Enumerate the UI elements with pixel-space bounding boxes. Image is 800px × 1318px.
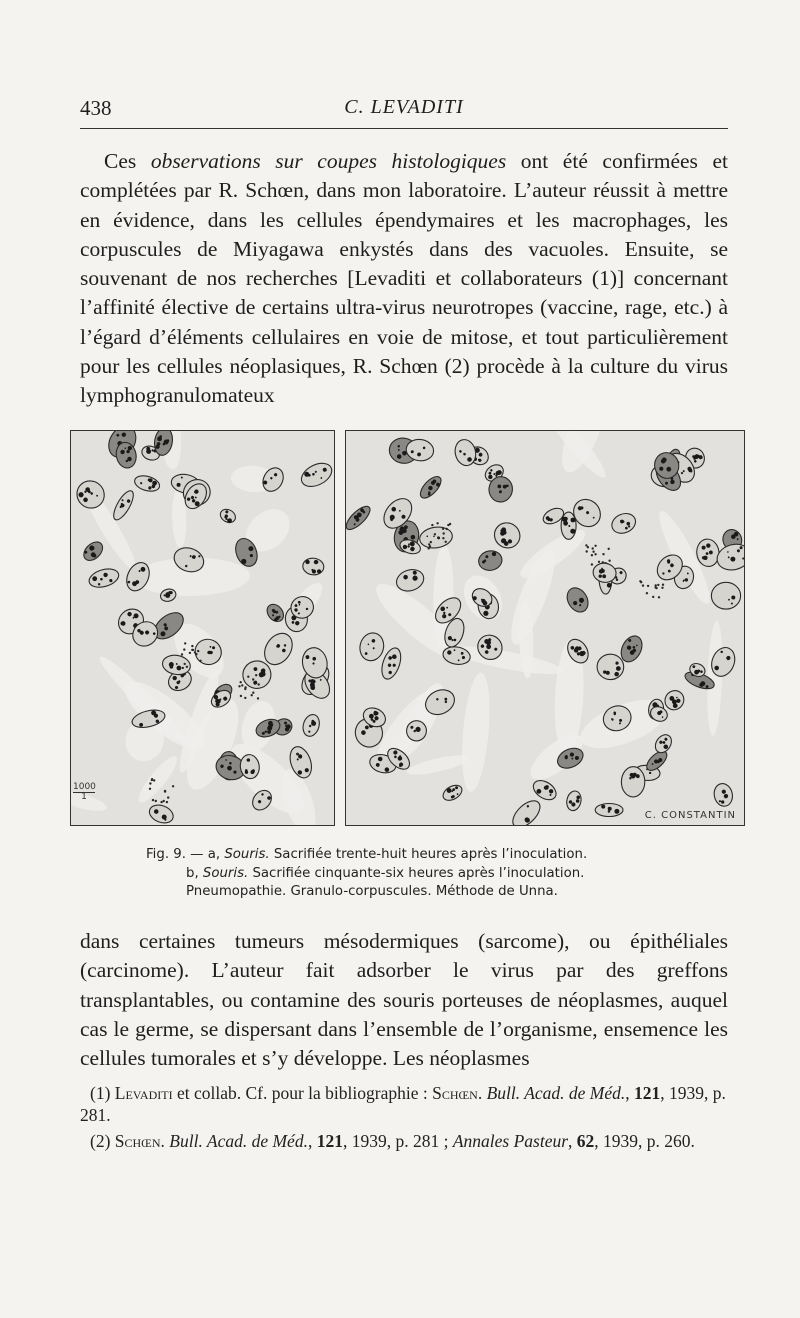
footnote-2-sep-2: , [307, 1131, 317, 1151]
footnote-2-rest: , 1939, p. 260. [594, 1131, 695, 1151]
footnote-1-sep-2: , [625, 1083, 635, 1103]
footnote-1-volume: 121 [634, 1083, 661, 1103]
granulo-corpuscle-cluster [585, 544, 611, 566]
figure-panel-a [70, 430, 335, 826]
footnote-2-text: , 1939, p. 281 ; [342, 1131, 453, 1151]
cell-nucleus [133, 473, 162, 494]
footnote-1-sep: . [477, 1083, 487, 1103]
footnote-2-number: (2) [90, 1131, 115, 1151]
footnotes [80, 1082, 728, 1156]
cell-nucleus [298, 459, 334, 492]
scale-mark-sub: 1 [73, 792, 95, 802]
cell-nucleus [357, 630, 387, 663]
paragraph-1-rest: ont été confirmées et complétées par R. Schœn, dans mon laboratoire. L’auteur réussit à mettre en évidence, dans les cellules épendymaires et les macrophages, les corpuscules de Miyagawa enkystés dans des vacuoles. Ensuite, se souvenant de nos recherches [Levaditi et collaborateurs (1)] concernant l’affinité élective de certains ultra-virus neurotropes (vaccine, rage, etc.) à l’égard d’éléments cellulaires en voie de mitose, et tout particulièrement pour les cellules néoplasiques, R. Schœn (2) procède à la culture du virus lymphogranulomateux [80, 149, 728, 408]
paragraph-1-italic: observations sur coupes histologiques [150, 149, 507, 173]
cell-nucleus [477, 549, 504, 573]
cell-nucleus [302, 557, 325, 576]
cell-nucleus [346, 503, 373, 533]
caption-line-2-b: Souris. [202, 865, 249, 881]
cell-nucleus [80, 538, 106, 564]
footnote-1-author: Levaditi [114, 1083, 173, 1103]
footnote-1 [80, 1082, 728, 1126]
scale-mark-value: 1000 [73, 782, 96, 792]
caption-line-1-a: Fig. 9. — a, [146, 847, 225, 862]
caption-line-1-b: Souris. [224, 847, 270, 862]
caption-line-1 [146, 846, 686, 865]
cell-nucleus [597, 654, 624, 680]
cell-nucleus [595, 804, 623, 817]
figure-9 [70, 430, 748, 826]
cell-nucleus [87, 566, 121, 591]
caption-line-2 [146, 865, 686, 884]
footnote-2-author: Schœn [114, 1131, 161, 1151]
cell-nucleus [530, 777, 560, 804]
footnote-2 [80, 1130, 728, 1152]
micrograph-b-illustration [346, 431, 744, 825]
paragraph-2 [80, 927, 728, 1073]
caption-line-1-c: Sacrifiée trente-huit heures après l’inoculation. [269, 847, 588, 862]
footnote-2-sep: . [160, 1131, 170, 1151]
footnote-1-journal: Bull. Acad. de Méd. [486, 1083, 626, 1103]
cell-nucleus [508, 796, 545, 825]
cell-nucleus [417, 473, 445, 501]
cell-nucleus [609, 510, 639, 537]
cell-nucleus [264, 601, 287, 625]
page-header [80, 88, 728, 129]
footnote-1-text: et collab. Cf. pour la bibliographie : [172, 1083, 433, 1103]
footnote-2-volume-2: 62 [576, 1131, 595, 1151]
micrograph-a-illustration [71, 431, 334, 825]
cell-nucleus [711, 582, 740, 609]
cell-nucleus [712, 782, 735, 808]
footnote-1-number: (1) [90, 1083, 115, 1103]
page-number: 438 [80, 96, 112, 120]
footnote-1-author-2: Schœn [432, 1083, 478, 1103]
caption-line-2-a: b, [186, 865, 203, 881]
cell-nucleus [440, 782, 464, 803]
cell-nucleus [621, 766, 645, 797]
cell-nucleus [110, 488, 137, 523]
figure-panel-b [345, 430, 745, 826]
cell-nucleus [218, 507, 238, 525]
artist-signature: C. CONSTANTIN [644, 810, 736, 821]
caption-line-3: Pneumopathie. Granulo-corpuscules. Méthode de Unna. [186, 884, 558, 899]
figure-caption [146, 846, 686, 902]
cell-nucleus [563, 584, 592, 616]
cell-nucleus [561, 512, 576, 539]
running-head: C. LEVADITI [344, 96, 464, 118]
footnote-2-journal: Bull. Acad. de Méd. [169, 1131, 308, 1151]
cell-nucleus [695, 538, 720, 568]
cell-nucleus [489, 518, 524, 553]
caption-line-2-c: Sacrifiée cinquante-six heures après l’inoculation. [248, 865, 585, 881]
footnote-1-rest: , 1939, p. 281. [80, 1083, 726, 1125]
cell-nucleus [714, 541, 744, 574]
footnote-2-journal-2: Annales Pasteur [452, 1131, 569, 1151]
cell-nucleus [418, 525, 453, 550]
cell-nucleus [300, 713, 321, 739]
footnote-2-volume: 121 [316, 1131, 343, 1151]
scale-mark [73, 783, 96, 802]
cell-nucleus [565, 790, 583, 812]
footnote-2-sep-3: , [568, 1131, 577, 1151]
paragraph-1-start: Ces [104, 149, 151, 173]
paragraph-2-text: dans certaines tumeurs mésodermiques (sarcome), ou épithéliales (carcinome). L’auteur fait adsorber le virus par des greffons transplantables, ou contamine des souris porteuses de néoplasmes, auquel cas le germe, se dispersant dans l’ensemble de l’organisme, ensemence les cellules tumorales et s’y développe. Les néoplasmes [80, 929, 728, 1071]
paragraph-1 [80, 147, 728, 411]
cell-nucleus [652, 732, 675, 756]
cell-nucleus [147, 802, 176, 825]
